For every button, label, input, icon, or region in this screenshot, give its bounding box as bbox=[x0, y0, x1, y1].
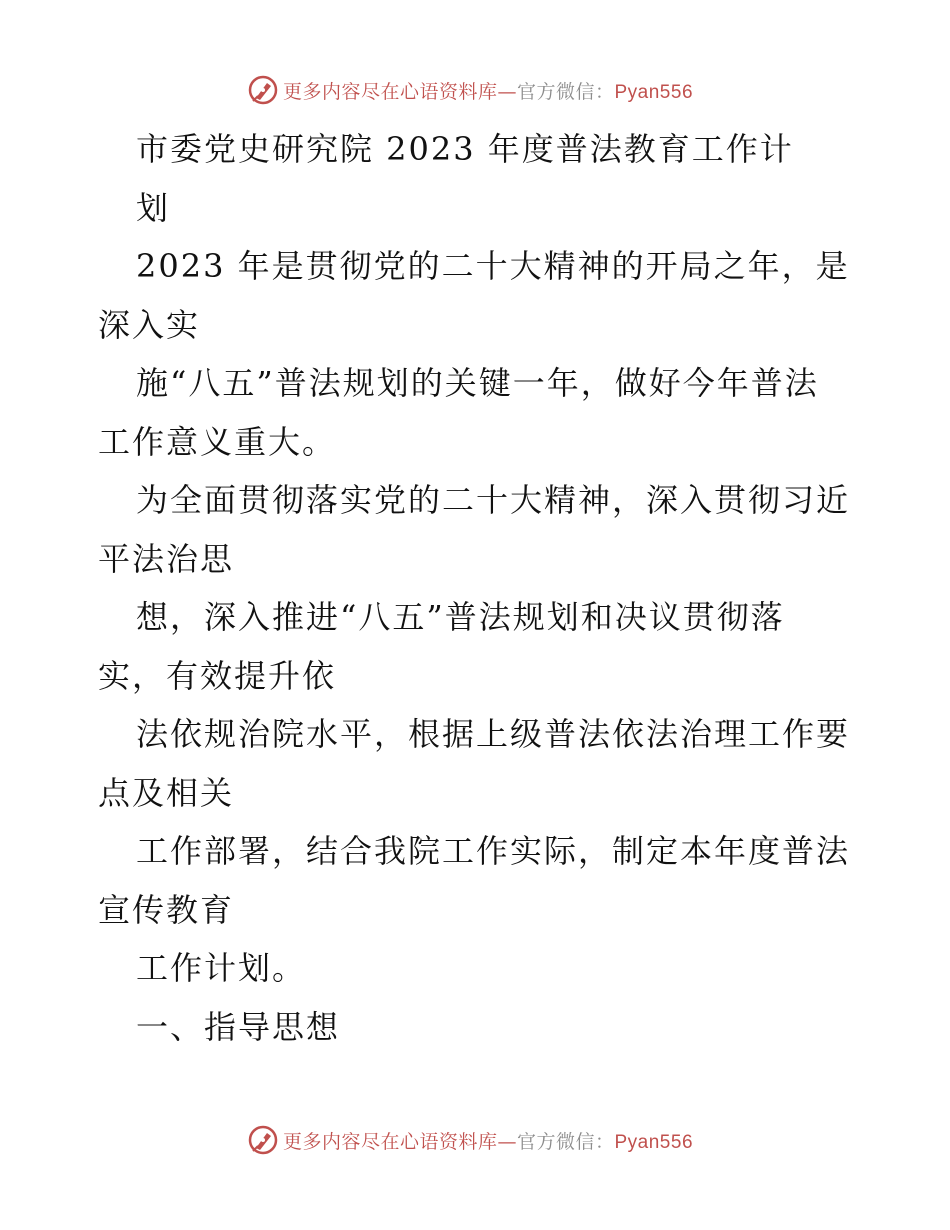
text-line: 宣传教育 bbox=[98, 890, 235, 929]
header-banner bbox=[0, 70, 950, 110]
text-line: 平法治思 bbox=[98, 539, 235, 578]
text-line: 工作计划。 bbox=[136, 949, 307, 987]
text-line: 为全面贯彻落实党的二十大精神，深入贯彻习近 bbox=[136, 481, 851, 519]
banner-wechat-label: 官方微信： bbox=[516, 80, 615, 103]
banner-wechat-label: 官方微信： bbox=[516, 1130, 615, 1153]
text-line: 划 bbox=[136, 188, 171, 227]
document-body bbox=[98, 120, 858, 1056]
text-line: 2023 年是贯彻党的二十大精神的开局之年，是 bbox=[136, 247, 850, 285]
header-banner-text bbox=[283, 77, 693, 104]
text-line: 法依规治院水平，根据上级普法依法治理工作要 bbox=[136, 715, 851, 753]
banner-wechat-id: Pyan556 bbox=[614, 1131, 694, 1153]
text-line: 想，深入推进“八五”普法规划和决议贯彻落 bbox=[136, 598, 785, 636]
banner-main-text: 更多内容尽在心语资料库 bbox=[282, 80, 498, 103]
banner-dash: — bbox=[497, 1130, 517, 1153]
text-line: 工作部署，结合我院工作实际，制定本年度普法 bbox=[136, 832, 851, 870]
text-line: 施“八五”普法规划的关键一年，做好今年普法 bbox=[136, 364, 819, 402]
footer-banner-text bbox=[283, 1127, 693, 1154]
banner-dash: — bbox=[497, 80, 517, 103]
text-line: 市委党史研究院 2023 年度普法教育工作计 bbox=[136, 130, 794, 168]
banner-wechat-id: Pyan556 bbox=[614, 81, 694, 103]
header-banner-content bbox=[247, 74, 693, 106]
text-line: 一、指导思想 bbox=[136, 1007, 341, 1046]
footer-banner-content bbox=[247, 1124, 693, 1156]
text-line: 实，有效提升依 bbox=[98, 656, 337, 695]
text-line: 深入实 bbox=[98, 305, 201, 344]
banner-main-text: 更多内容尽在心语资料库 bbox=[282, 1130, 498, 1153]
text-line: 工作意义重大。 bbox=[98, 422, 337, 461]
footer-banner bbox=[0, 1120, 950, 1160]
pen-nib-circle-icon bbox=[247, 1124, 279, 1156]
pen-nib-circle-icon bbox=[247, 74, 279, 106]
text-line: 点及相关 bbox=[98, 773, 235, 812]
